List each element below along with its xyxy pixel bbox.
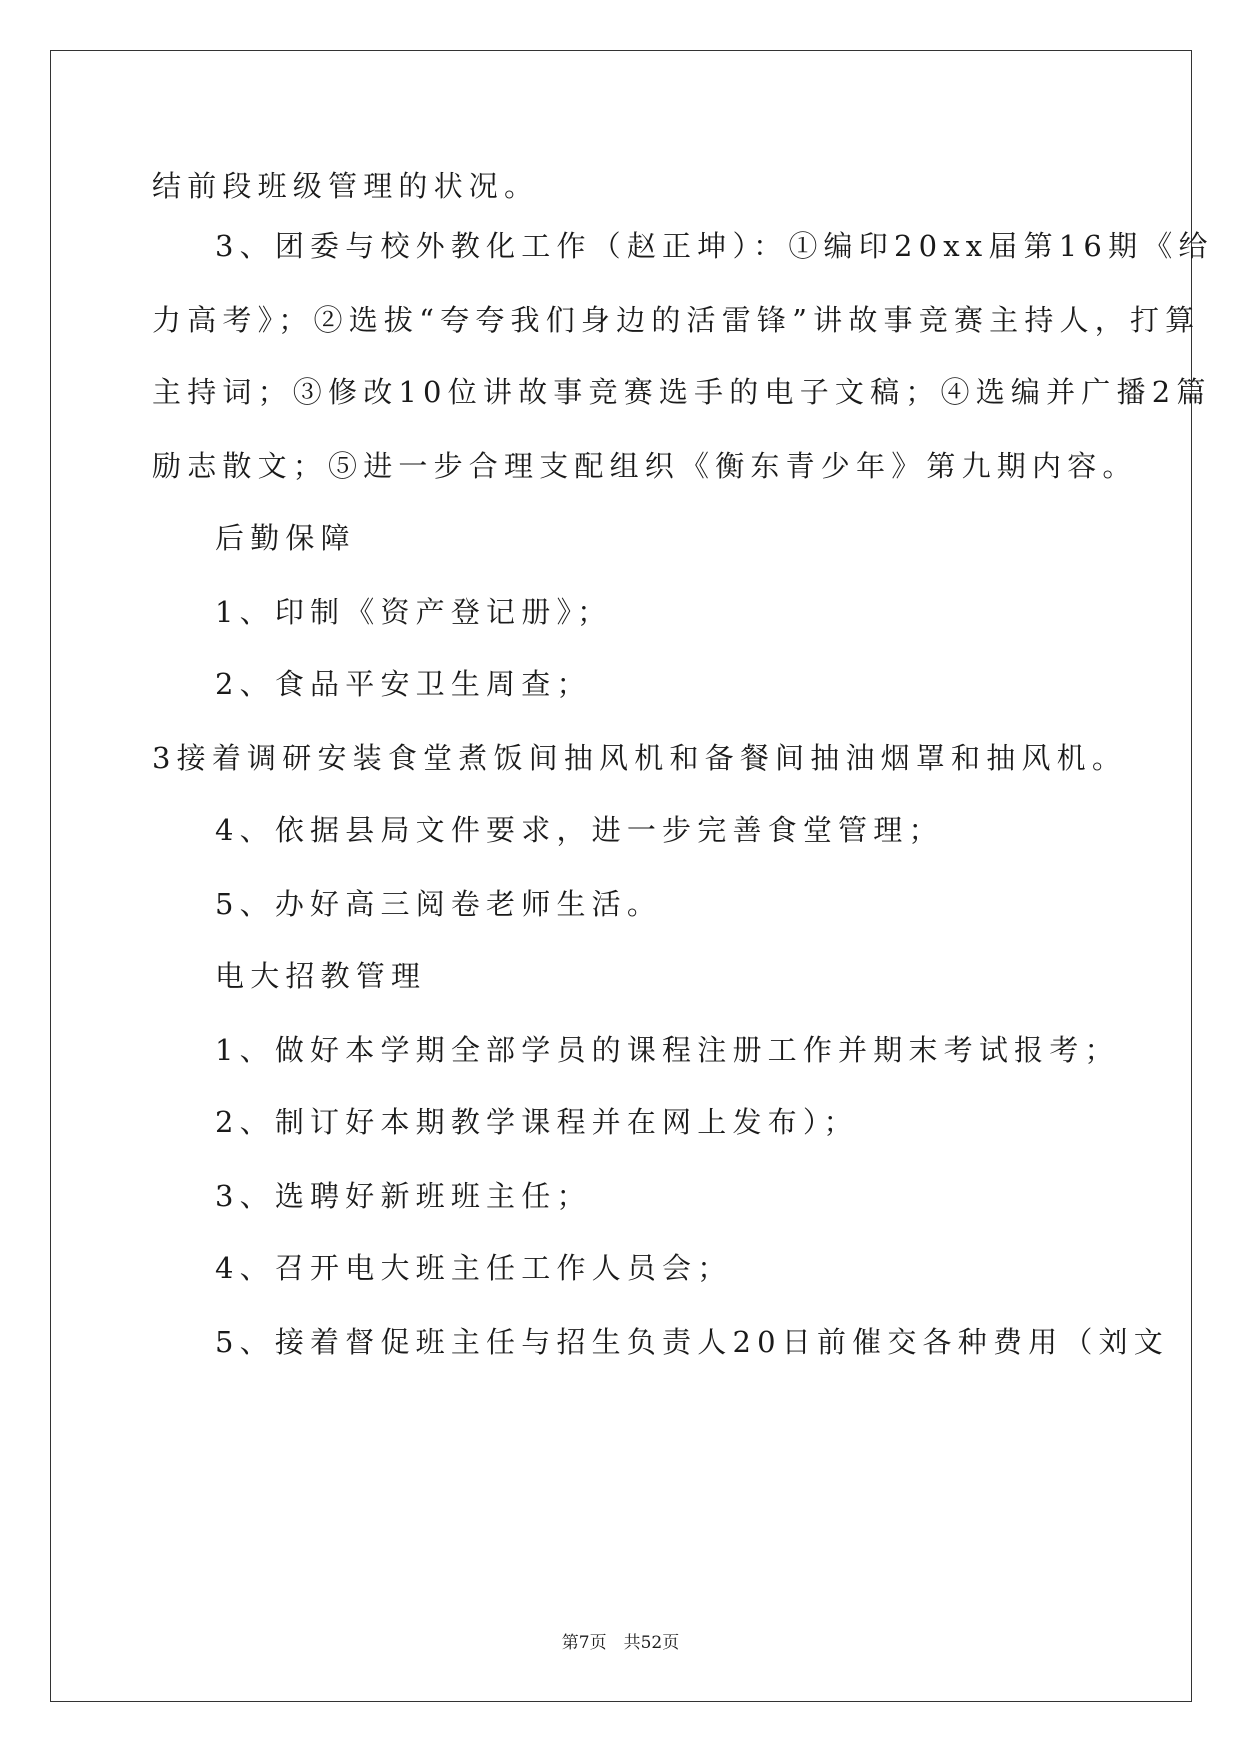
- list-item: 4、依据县局文件要求，进一步完善食堂管理；: [215, 813, 944, 847]
- list-item: 5、办好高三阅卷老师生活。: [215, 887, 663, 921]
- paragraph-line: 结前段班级管理的状况。: [152, 169, 540, 203]
- list-item: 3、选聘好新班班主任；: [215, 1179, 592, 1213]
- list-item: 1、印制《资产登记册》；: [215, 595, 613, 629]
- list-item: 5、接着督促班主任与招生负责人20日前催交各种费用（刘文: [215, 1325, 1169, 1359]
- list-item: 2、制订好本期教学课程并在网上发布）；: [215, 1105, 859, 1139]
- paragraph-line: 3、团委与校外教化工作（赵正坤）：①编印20xx届第16期《给: [215, 229, 1214, 263]
- section-heading: 后勤保障: [215, 521, 356, 555]
- list-item: 3接着调研安装食堂煮饭间抽风机和备餐间抽油烟罩和抽风机。: [152, 741, 1128, 775]
- paragraph-line: 主持词；③修改10位讲故事竞赛选手的电子文稿；④选编并广播2篇: [152, 375, 1212, 409]
- list-item: 2、食品平安卫生周查；: [215, 667, 592, 701]
- paragraph-line: 励志散文；⑤进一步合理支配组织《衡东青少年》第九期内容。: [152, 449, 1138, 483]
- paragraph-line: 力高考》；②选拔“夸夸我们身边的活雷锋”讲故事竞赛主持人，打算: [152, 303, 1201, 337]
- list-item: 1、做好本学期全部学员的课程注册工作并期末考试报考；: [215, 1033, 1120, 1067]
- section-heading: 电大招教管理: [215, 959, 427, 993]
- page-footer: 第7页 共52页: [561, 1633, 680, 1653]
- page-border: [50, 50, 1192, 1702]
- list-item: 4、召开电大班主任工作人员会；: [215, 1251, 733, 1285]
